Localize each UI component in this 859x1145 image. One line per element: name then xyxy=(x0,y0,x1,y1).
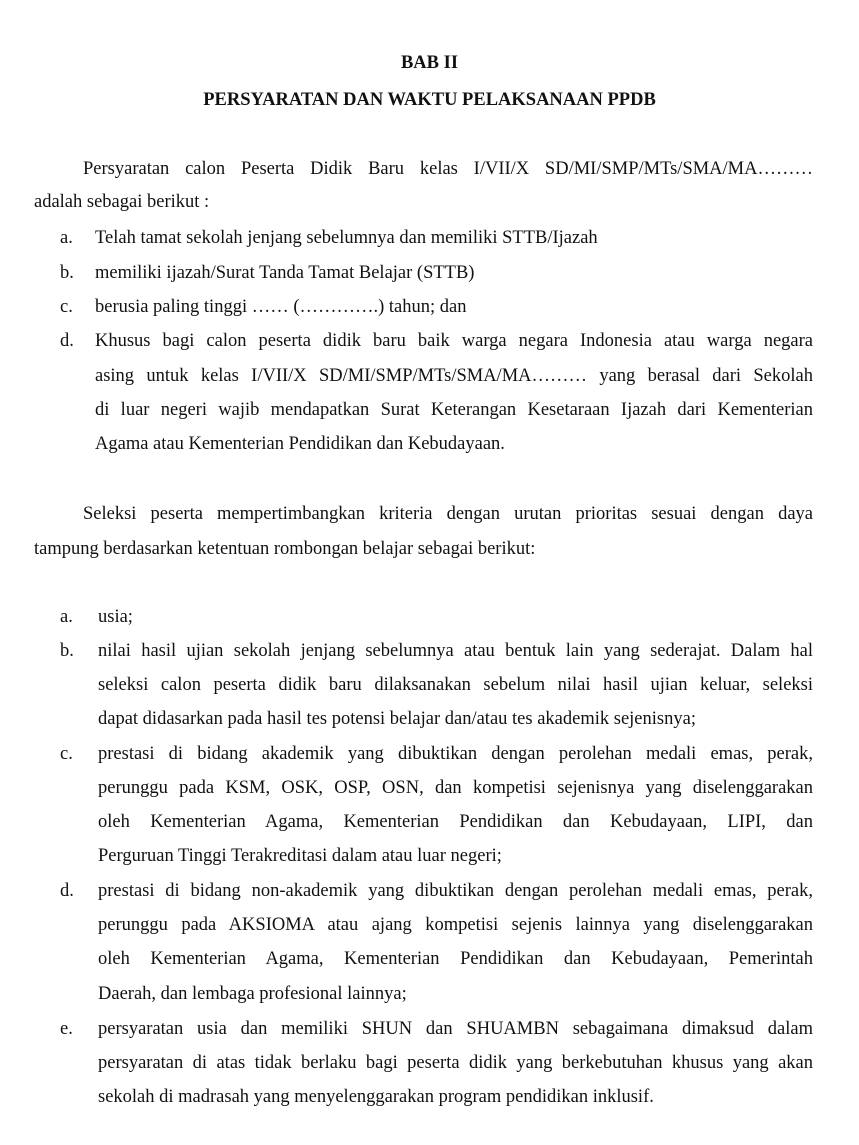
criteria-c-line-3: oleh Kementerian Agama, Kementerian Pendidikan dan Kebudayaan, LIPI, dan xyxy=(98,812,813,832)
selection-paragraph-line-2: tampung berdasarkan ketentuan rombongan belajar sebagai berikut: xyxy=(34,539,536,559)
chapter-heading: BAB II xyxy=(400,53,459,73)
selection-paragraph-line-1: Seleksi peserta mempertimbangkan kriteria dengan urutan prioritas sesuai dengan daya xyxy=(83,504,813,524)
requirement-d-line-1: Khusus bagi calon peserta didik baru baik warga negara Indonesia atau warga negara xyxy=(95,331,813,351)
criteria-d-line-3: oleh Kementerian Agama, Kementerian Pendidikan dan Kebudayaan, Pemerintah xyxy=(98,949,813,969)
intro-paragraph-line-1: Persyaratan calon Peserta Didik Baru kelas I/VII/X SD/MI/SMP/MTs/SMA/MA……… xyxy=(83,159,813,179)
criteria-d-line-2: perunggu pada AKSIOMA atau ajang kompetisi sejenis lainnya yang diselenggarakan xyxy=(98,915,813,935)
requirement-b-line-1: memiliki ijazah/Surat Tanda Tamat Belajar (STTB) xyxy=(95,263,475,283)
requirement-label-d: d. xyxy=(60,331,74,351)
criteria-e-line-2: persyaratan di atas tidak berlaku bagi peserta didik yang berkebutuhan khusus yang akan xyxy=(98,1053,813,1073)
criteria-a-line-1: usia; xyxy=(98,607,133,627)
criteria-c-line-4: Perguruan Tinggi Terakreditasi dalam atau luar negeri; xyxy=(98,846,502,866)
requirement-d-line-2: asing untuk kelas I/VII/X SD/MI/SMP/MTs/SMA/MA……… yang berasal dari Sekolah xyxy=(95,366,813,386)
criteria-label-a: a. xyxy=(60,607,73,627)
criteria-d-line-4: Daerah, dan lembaga profesional lainnya; xyxy=(98,984,407,1004)
criteria-b-line-1: nilai hasil ujian sekolah jenjang sebelumnya atau bentuk lain yang sederajat. Dalam hal xyxy=(98,641,813,661)
requirement-d-line-4: Agama atau Kementerian Pendidikan dan Kebudayaan. xyxy=(95,434,505,454)
criteria-d-line-1: prestasi di bidang non-akademik yang dibuktikan dengan perolehan medali emas, perak, xyxy=(98,881,813,901)
criteria-e-line-1: persyaratan usia dan memiliki SHUN dan SHUAMBN sebagaimana dimaksud dalam xyxy=(98,1019,813,1039)
criteria-label-d: d. xyxy=(60,881,74,901)
criteria-c-line-2: perunggu pada KSM, OSK, OSP, OSN, dan kompetisi sejenisnya yang diselenggarakan xyxy=(98,778,813,798)
requirement-d-line-3: di luar negeri wajib mendapatkan Surat Keterangan Kesetaraan Ijazah dari Kementerian xyxy=(95,400,813,420)
requirement-label-b: b. xyxy=(60,263,74,283)
requirement-a-line-1: Telah tamat sekolah jenjang sebelumnya dan memiliki STTB/Ijazah xyxy=(95,228,598,248)
criteria-label-e: e. xyxy=(60,1019,73,1039)
criteria-label-b: b. xyxy=(60,641,74,661)
chapter-title: PERSYARATAN DAN WAKTU PELAKSANAAN PPDB xyxy=(203,90,656,110)
requirement-label-c: c. xyxy=(60,297,73,317)
requirement-label-a: a. xyxy=(60,228,73,248)
criteria-c-line-1: prestasi di bidang akademik yang dibuktikan dengan perolehan medali emas, perak, xyxy=(98,744,813,764)
criteria-b-line-2: seleksi calon peserta didik baru dilaksanakan sebelum nilai hasil ujian keluar, seleksi xyxy=(98,675,813,695)
requirement-c-line-1: berusia paling tinggi …… (………….) tahun; dan xyxy=(95,297,467,317)
intro-paragraph-line-2: adalah sebagai berikut : xyxy=(34,192,210,212)
criteria-label-c: c. xyxy=(60,744,73,764)
criteria-e-line-3: sekolah di madrasah yang menyelenggarakan program pendidikan inklusif. xyxy=(98,1087,654,1107)
criteria-b-line-3: dapat didasarkan pada hasil tes potensi belajar dan/atau tes akademik sejenisnya; xyxy=(98,709,696,729)
